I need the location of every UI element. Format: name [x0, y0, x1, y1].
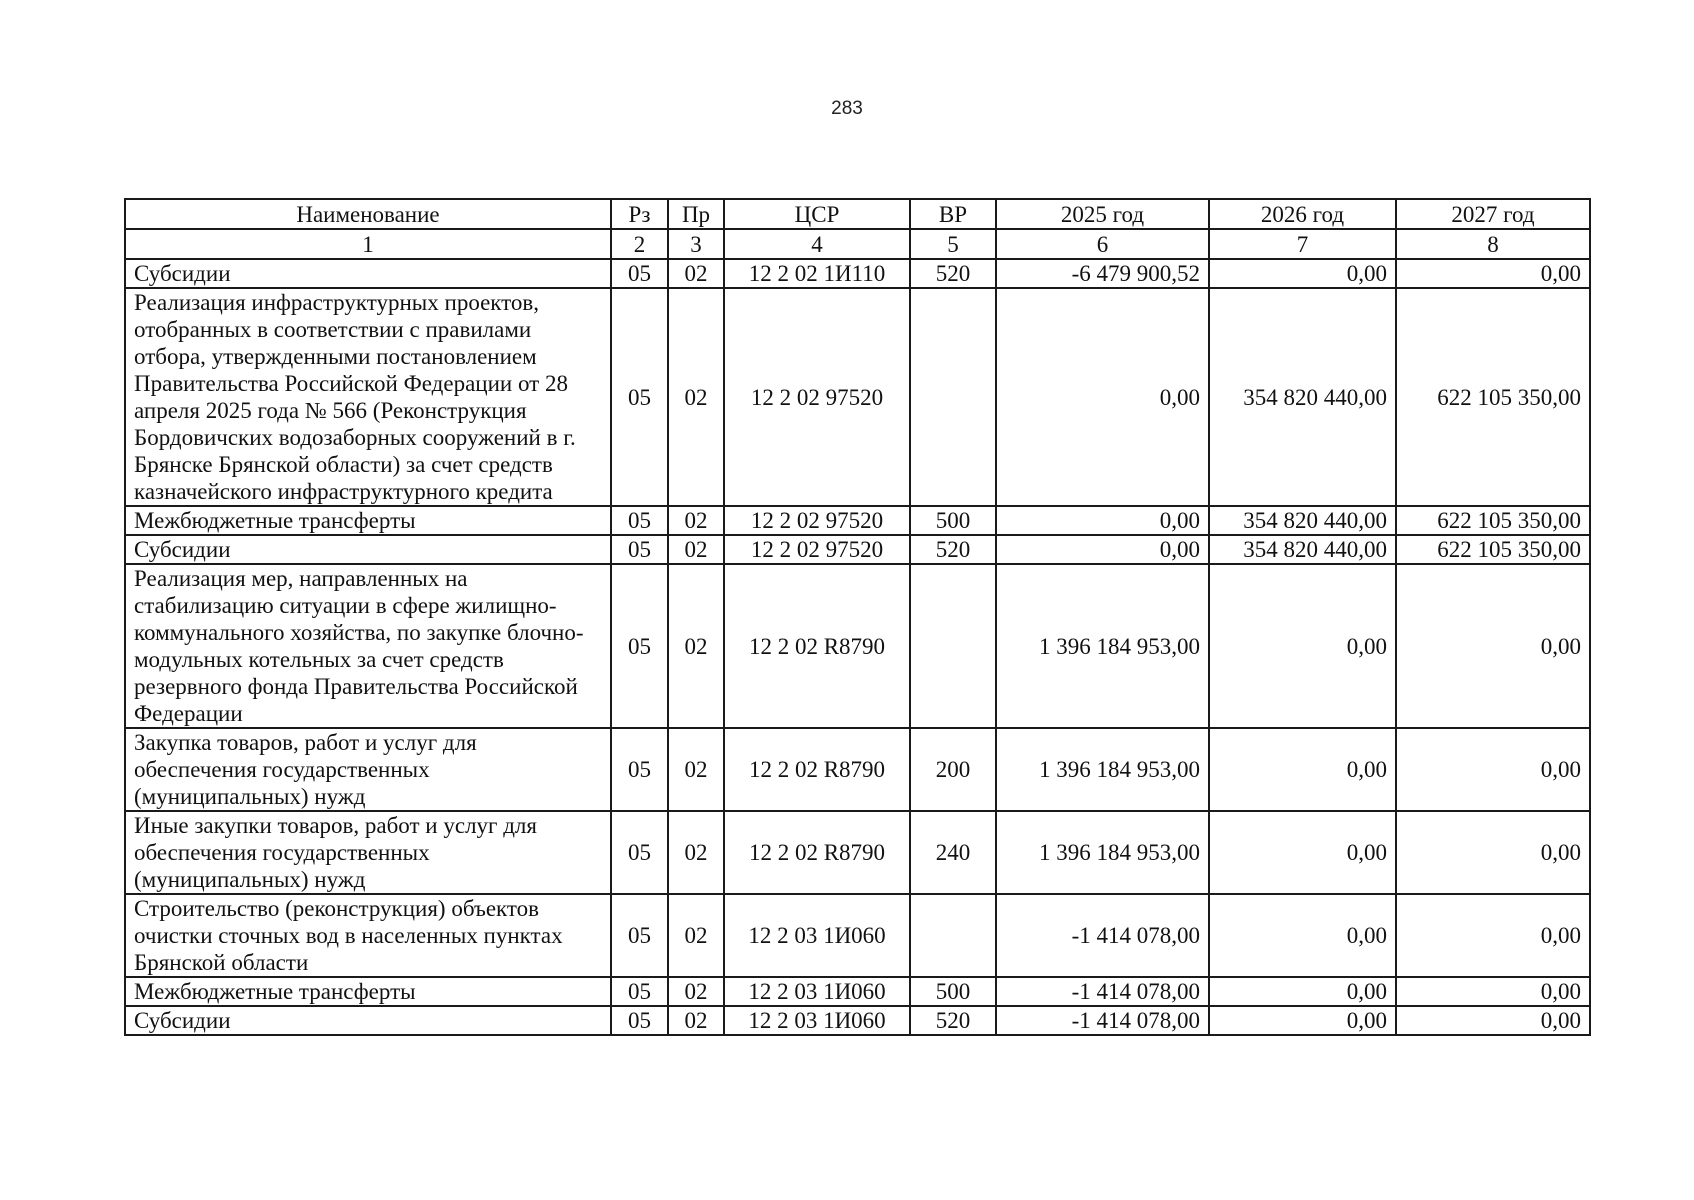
row-amount-2026: 0,00: [1209, 894, 1396, 977]
column-index: 4: [724, 229, 910, 259]
column-index: 6: [996, 229, 1209, 259]
header-rz: Рз: [611, 199, 668, 229]
table-row: [125, 1006, 1590, 1035]
row-rz: 05: [611, 535, 668, 564]
table-row: [125, 506, 1590, 535]
column-index: 7: [1209, 229, 1396, 259]
row-amount-2025: 0,00: [996, 506, 1209, 535]
row-amount-2027: 0,00: [1396, 259, 1590, 288]
row-pr: 02: [668, 1006, 724, 1035]
row-name: Субсидии: [125, 1006, 611, 1035]
row-amount-2025: 1 396 184 953,00: [996, 811, 1209, 894]
column-index: 5: [910, 229, 996, 259]
row-csr: 12 2 02 97520: [724, 535, 910, 564]
row-vr: 200: [910, 728, 996, 811]
row-csr: 12 2 03 1И060: [724, 977, 910, 1006]
row-amount-2026: 354 820 440,00: [1209, 535, 1396, 564]
row-amount-2026: 0,00: [1209, 1006, 1396, 1035]
table-row: [125, 535, 1590, 564]
row-name: Строительство (реконструкция) объектов очистки сточных вод в населенных пунктах Брянской области: [125, 894, 611, 977]
row-name: Субсидии: [125, 535, 611, 564]
column-index: 2: [611, 229, 668, 259]
header-row: [125, 199, 1590, 229]
row-name: Межбюджетные трансферты: [125, 977, 611, 1006]
row-amount-2027: 0,00: [1396, 1006, 1590, 1035]
row-pr: 02: [668, 564, 724, 728]
budget-table: [124, 198, 1591, 1036]
row-vr: 520: [910, 259, 996, 288]
row-rz: 05: [611, 728, 668, 811]
row-amount-2027: 622 105 350,00: [1396, 506, 1590, 535]
table-row: [125, 977, 1590, 1006]
row-vr: [910, 288, 996, 506]
table-row: [125, 259, 1590, 288]
row-vr: 500: [910, 506, 996, 535]
table-body: [125, 259, 1590, 1035]
row-amount-2025: -1 414 078,00: [996, 894, 1209, 977]
row-amount-2026: 0,00: [1209, 564, 1396, 728]
row-amount-2025: -6 479 900,52: [996, 259, 1209, 288]
row-vr: 520: [910, 1006, 996, 1035]
row-amount-2025: -1 414 078,00: [996, 1006, 1209, 1035]
row-rz: 05: [611, 894, 668, 977]
row-amount-2025: 1 396 184 953,00: [996, 728, 1209, 811]
header-pr: Пр: [668, 199, 724, 229]
row-csr: 12 2 03 1И060: [724, 1006, 910, 1035]
row-amount-2027: 622 105 350,00: [1396, 288, 1590, 506]
row-rz: 05: [611, 259, 668, 288]
row-amount-2026: 0,00: [1209, 728, 1396, 811]
header-csr: ЦСР: [724, 199, 910, 229]
row-amount-2025: 1 396 184 953,00: [996, 564, 1209, 728]
table-row: [125, 894, 1590, 977]
row-pr: 02: [668, 728, 724, 811]
header-vr: ВР: [910, 199, 996, 229]
header-name: Наименование: [125, 199, 611, 229]
row-pr: 02: [668, 259, 724, 288]
row-name: Иные закупки товаров, работ и услуг для обеспечения государственных (муниципальных) нужд: [125, 811, 611, 894]
row-pr: 02: [668, 977, 724, 1006]
column-index: 1: [125, 229, 611, 259]
column-index-row: [125, 229, 1590, 259]
row-vr: 500: [910, 977, 996, 1006]
row-amount-2026: 0,00: [1209, 977, 1396, 1006]
row-rz: 05: [611, 564, 668, 728]
row-amount-2025: 0,00: [996, 535, 1209, 564]
row-rz: 05: [611, 506, 668, 535]
table-row: [125, 288, 1590, 506]
row-amount-2027: 622 105 350,00: [1396, 535, 1590, 564]
row-csr: 12 2 03 1И060: [724, 894, 910, 977]
header-2027: 2027 год: [1396, 199, 1590, 229]
row-name: Реализация мер, направленных на стабилизацию ситуации в сфере жилищно-коммунального хозяйства, по закупке блочно-модульных котельных за счет средств резервного фонда Правительства Российской Федерации: [125, 564, 611, 728]
row-amount-2027: 0,00: [1396, 811, 1590, 894]
row-name: Реализация инфраструктурных проектов, отобранных в соответствии с правилами отбора, утвержденными постановлением Правительства Российской Федерации от 28 апреля 2025 года № 566 (Реконструкция Бордовичских водозаборных сооружений в г. Брянске Брянской области) за счет средств казначейского инфраструктурного кредита: [125, 288, 611, 506]
header-2025: 2025 год: [996, 199, 1209, 229]
row-amount-2027: 0,00: [1396, 977, 1590, 1006]
column-index: 8: [1396, 229, 1590, 259]
row-amount-2026: 0,00: [1209, 811, 1396, 894]
row-rz: 05: [611, 977, 668, 1006]
row-name: Субсидии: [125, 259, 611, 288]
table-row: [125, 564, 1590, 728]
row-rz: 05: [611, 811, 668, 894]
row-pr: 02: [668, 535, 724, 564]
row-amount-2027: 0,00: [1396, 894, 1590, 977]
row-csr: 12 2 02 R8790: [724, 728, 910, 811]
row-vr: 240: [910, 811, 996, 894]
header-2026: 2026 год: [1209, 199, 1396, 229]
row-name: Межбюджетные трансферты: [125, 506, 611, 535]
row-csr: 12 2 02 R8790: [724, 564, 910, 728]
page-number: 283: [831, 98, 863, 119]
row-pr: 02: [668, 288, 724, 506]
row-vr: [910, 564, 996, 728]
row-csr: 12 2 02 97520: [724, 506, 910, 535]
row-vr: [910, 894, 996, 977]
row-pr: 02: [668, 811, 724, 894]
row-amount-2026: 354 820 440,00: [1209, 506, 1396, 535]
row-vr: 520: [910, 535, 996, 564]
row-amount-2025: -1 414 078,00: [996, 977, 1209, 1006]
row-rz: 05: [611, 288, 668, 506]
row-csr: 12 2 02 R8790: [724, 811, 910, 894]
row-csr: 12 2 02 1И110: [724, 259, 910, 288]
row-amount-2025: 0,00: [996, 288, 1209, 506]
row-csr: 12 2 02 97520: [724, 288, 910, 506]
table-row: [125, 728, 1590, 811]
row-pr: 02: [668, 506, 724, 535]
table-row: [125, 811, 1590, 894]
row-pr: 02: [668, 894, 724, 977]
column-index: 3: [668, 229, 724, 259]
row-amount-2026: 354 820 440,00: [1209, 288, 1396, 506]
row-name: Закупка товаров, работ и услуг для обеспечения государственных (муниципальных) нужд: [125, 728, 611, 811]
row-amount-2027: 0,00: [1396, 564, 1590, 728]
row-amount-2027: 0,00: [1396, 728, 1590, 811]
row-amount-2026: 0,00: [1209, 259, 1396, 288]
row-rz: 05: [611, 1006, 668, 1035]
